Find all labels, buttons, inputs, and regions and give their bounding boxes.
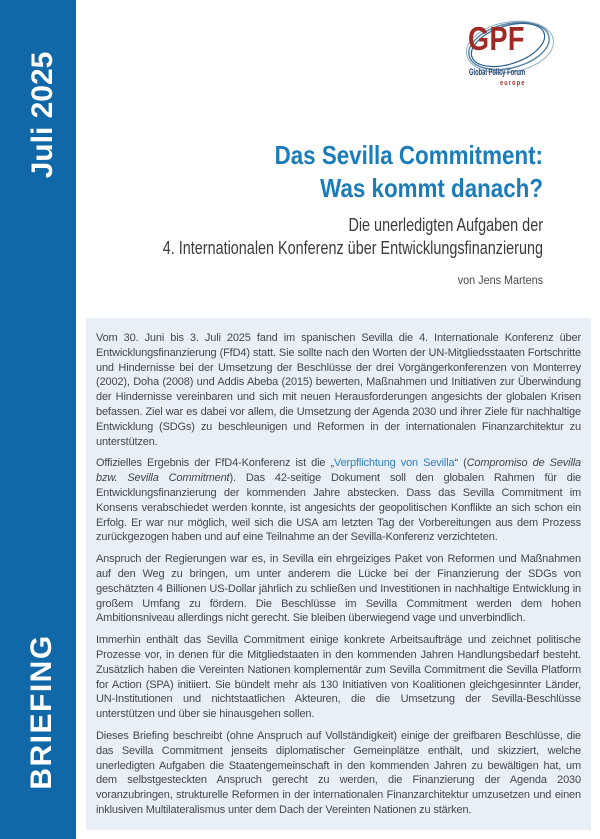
sidebar-band [0, 0, 76, 839]
subtitle-line-2: 4. Internationalen Konferenz über Entwicklungsfinanzierung [162, 238, 543, 258]
page-title-line-1: Das Sevilla Commitment: [274, 140, 543, 170]
paragraph-2-text-after: ). Das 42-seitige Dokument soll den globalen Rahmen für die Entwicklungsfinanzierung der kommenden Jahre abstecken. Dass das Sevilla Commitment im Konsens verabschiedet werden konnte, ist angesichts der geopolitischen Konflikte an sich schon ein Erfolg. Er war nur möglich, weil sich die USA am letzten Tag der Vorbereitungen aus dem Prozess zurückgezogen haben und auf eine Teilnahme an der Sevilla-Konferenz verzichteten. [96, 472, 581, 544]
body-paragraph-4: Immerhin enthält das Sevilla Commitment einige konkrete Arbeitsaufträge und zeichnet politische Prozesse vor, in denen für die Mitgliedstaaten in den kommenden Jahren Handlungsbedarf besteht. Zusätzlich haben die Vereinten Nationen komplementär zum Sevilla Commitment die Sevilla Platform for Action (SPA) initiiert. Sie bündelt mehr als 130 Initiativen von Koalitionen gleichgesinnter Länder, UN-Institutionen und nichtstaatlichen Akteuren, die die Umsetzung der Sevilla-Beschlüsse unterstützen und über sie hinausgehen sollen. [96, 634, 581, 721]
logo-acronym: GPF [468, 20, 525, 57]
subtitle [63, 214, 543, 260]
paragraph-2-text-before-link: Offizielles Ergebnis der FfD4-Konferenz ist die „ [96, 457, 334, 470]
logo-org-name: Global Policy Forum [469, 67, 526, 77]
page-title-line-2: Was kommt danach? [320, 173, 543, 203]
body-paragraph-1: Vom 30. Juni bis 3. Juli 2025 fand im spanischen Sevilla die 4. Internationale Konferenz über Entwicklungsfinanzierung (FfD4) statt. Sie sollte nach den Worten der UN-Mitgliedsstaaten Fortschritte und Hindernisse bei der Umsetzung der Beschlüsse der drei Vorgängerkonferenzen von Monterrey (2002), Doha (2008) und Addis Abeba (2015) bewerten, Maßnahmen und Initiativen zur Überwindung der Hindernisse vereinbaren und sich mit neuen Herausforderungen angesichts der globalen Krisen befassen. Ziel war es dabei vor allem, die Umsetzung der Agenda 2030 und ihrer Ziele für nachhaltige Entwicklung (SDGs) zu beschleunigen und Reformen in der internationalen Finanzarchitektur zu unterstützen. [96, 332, 581, 448]
paragraph-2-text-mid: “ ( [454, 457, 467, 470]
body-paragraph-3: Anspruch der Regierungen war es, in Sevilla ein ehrgeiziges Paket von Reformen und Maßnahmen auf den Weg zu bringen, um unter anderem die Lücke bei der Finanzierung der SDGs von geschätzten 4 Billionen US-Dollar jährlich zu schließen und Investitionen in nachhaltige Entwicklung in großem Umfang zu fördern. Die Beschlüsse im Sevilla Commitment werden dem hohen Ambitionsniveau allerdings nicht gerecht. Sie bleiben überwiegend vage und unverbindlich. [96, 553, 581, 625]
author-byline: von Jens Martens [457, 273, 543, 287]
body-paragraph-2 [96, 456, 581, 545]
gpf-logo [452, 16, 592, 98]
issue-date-label: Juli 2025 [26, 51, 59, 179]
logo-region-label: europe [500, 78, 526, 87]
paragraph-2-italic-phrase: Compromiso de Sevilla bzw. Sevilla Commitment [96, 457, 581, 485]
subtitle-line-1: Die unerledigten Aufgaben der [348, 215, 543, 235]
doc-type-label: BRIEFING [25, 634, 58, 790]
title-block [63, 139, 543, 287]
body-text-box [86, 318, 591, 830]
body-paragraph-5: Dieses Briefing beschreibt (ohne Anspruch auf Vollständigkeit) einige der greifbaren Beschlüsse, die das Sevilla Commitment jenseits diplomatischer Gemeinplätze enthält, und skizziert, welche unerledigten Aufgaben die Staatengemeinschaft in den kommenden Jahren zu bewältigen hat, um dem selbstgesteckten Anspruch gerecht zu werden, die Finanzierung der Agenda 2030 voranzubringen, strukturelle Reformen in der internationalen Finanzarchitektur umzusetzen und einen inklusiven Multilateralismus unter dem Dach der Vereinten Nationen zu stärken. [96, 729, 581, 816]
sevilla-commitment-link[interactable]: Verpflichtung von Sevilla [333, 457, 455, 470]
